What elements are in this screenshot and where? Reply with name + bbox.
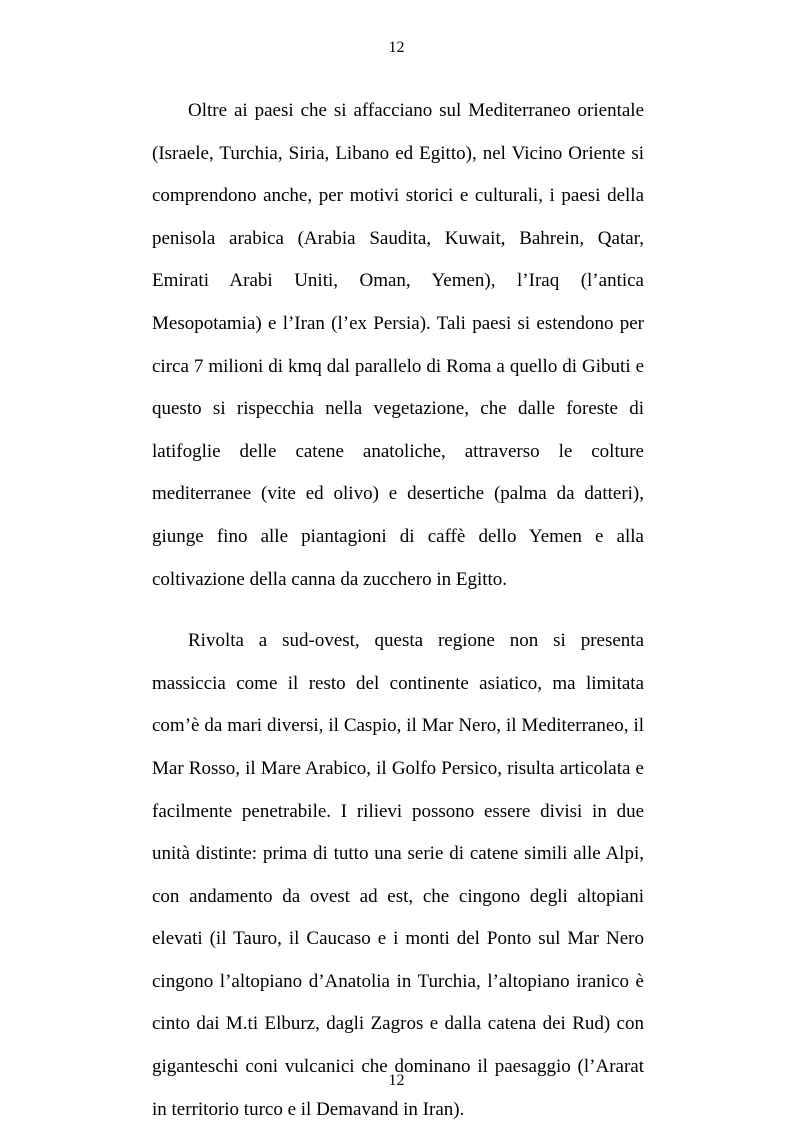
- paragraph-region-geography: Rivolta a sud-ovest, questa regione non si presenta massiccia come il resto del continente asiatico, ma limitata com’è da mari diversi, il Caspio, il Mar Nero, il Mediterraneo, il Mar Rosso, il Mare Arabico, il Golfo Persico, risulta articolata e facilmente penetrabile. I rilievi possono essere divisi in due unità distinte: prima di tutto una serie di catene simili alle Alpi, con andamento da ovest ad est, che cingono degli altopiani elevati (il Tauro, il Caucaso e i monti del Ponto sul Mar Nero cingono l’altopiano d’Anatolia in Turchia, l’altopiano iranico è cinto dai M.ti Elburz, dagli Zagros e dalla catena dei Rud) con giganteschi coni vulcanici che dominano il paesaggio (l’Ararat in territorio turco e il Demavand in Iran).: [152, 630, 644, 1120]
- document-body: [152, 90, 644, 1131]
- footer-page-number: 12: [388, 1072, 405, 1089]
- header-page-number: 12: [388, 39, 405, 56]
- paragraph-near-east-countries: Oltre ai paesi che si affacciano sul Mediterraneo orientale (Israele, Turchia, Siria, Libano ed Egitto), nel Vicino Oriente si comprendono anche, per motivi storici e culturali, i paesi della penisola arabica (Arabia Saudita, Kuwait, Bahrein, Qatar, Emirati Arabi Uniti, Oman, Yemen), l’Iraq (l’antica Mesopotamia) e l’Iran (l’ex Persia). Tali paesi si estendono per circa 7 milioni di kmq dal parallelo di Roma a quello di Gibuti e questo si rispecchia nella vegetazione, che dalle foreste di latifoglie delle catene anatoliche, attraverso le colture mediterranee (vite ed olivo) e desertiche (palma da datteri), giunge fino alle piantagioni di caffè dello Yemen e alla coltivazione della canna da zucchero in Egitto.: [152, 100, 644, 590]
